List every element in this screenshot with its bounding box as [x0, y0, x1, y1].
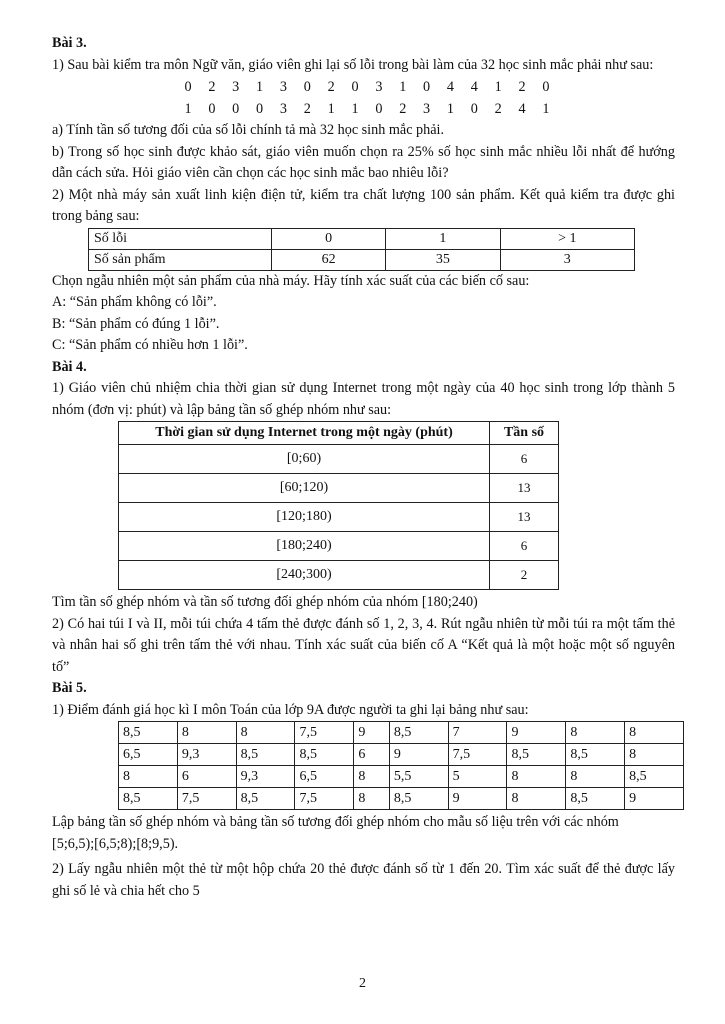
table-cell: [120;180)	[119, 503, 490, 532]
table-cell: 8,5	[236, 744, 295, 766]
bai3-question-b: b) Trong số học sinh được khảo sát, giáo viên muốn chọn ra 25% số học sinh mắc nhiều lỗi nhất để hướng dẫn cách sửa. Hỏi giáo viên cần chọn các học sinh mắc bao nhiêu lỗi?	[52, 143, 675, 181]
table-cell: 3	[500, 249, 634, 270]
internet-time-table	[118, 421, 559, 590]
sequence-value: 0	[542, 79, 550, 95]
table-row	[89, 249, 635, 270]
sequence-value: 1	[399, 79, 407, 95]
table-cell: 8,5	[295, 744, 354, 766]
table-cell: 8	[177, 722, 236, 744]
bai5-part2-text: 2) Lấy ngẫu nhiên một thẻ từ một hộp chứa 20 thẻ được đánh số từ 1 đến 20. Tìm xác suất để thẻ được lấy ghi số lẻ và chia hết cho 5	[52, 861, 675, 899]
table-header-row	[119, 422, 559, 445]
sequence-value: 2	[399, 101, 407, 117]
sequence-value: 1	[327, 101, 335, 117]
table-row	[119, 788, 684, 810]
sequence-value: 0	[303, 79, 311, 95]
table-cell: 6	[490, 532, 559, 561]
sequence-value: 3	[279, 101, 287, 117]
table-cell: 8	[507, 788, 566, 810]
table-cell: 0	[272, 228, 386, 249]
table-cell: 5,5	[389, 766, 448, 788]
table-cell: 9	[389, 744, 448, 766]
table-cell: 8	[354, 788, 390, 810]
table-cell: 9,3	[177, 744, 236, 766]
table-cell: 7,5	[295, 788, 354, 810]
event-c: C: “Sản phẩm có nhiều hơn 1 lỗi”.	[52, 337, 248, 353]
bai3-part2-question: Chọn ngẫu nhiên một sản phẩm của nhà máy. Hãy tính xác suất của các biến cố sau:	[52, 272, 530, 289]
table-cell: 8	[354, 766, 390, 788]
table-row	[89, 228, 635, 249]
table-cell: 2	[490, 561, 559, 590]
sequence-value: 1	[446, 101, 454, 117]
bai4-part1-text: 1) Giáo viên chủ nhiệm chia thời gian sử dụng Internet trong một ngày của 40 học sinh trong lớp thành 5 nhóm (đơn vị: phút) và lập bảng tần số ghép nhóm như sau:	[52, 380, 675, 418]
sequence-value: 1	[542, 101, 550, 117]
bai5-part1-text: 1) Điểm đánh giá học kì I môn Toán của lớp 9A được người ta ghi lại bảng như sau:	[52, 701, 529, 718]
sequence-value: 3	[232, 79, 240, 95]
sequence-value: 0	[208, 101, 216, 117]
table-cell: Số sản phẩm	[89, 249, 272, 270]
table-cell: 8	[236, 722, 295, 744]
table-cell: 9,3	[236, 766, 295, 788]
table-cell: [180;240)	[119, 532, 490, 561]
table-cell: 7,5	[177, 788, 236, 810]
sequence-value: 1	[184, 101, 192, 117]
bai3-question-a: a) Tính tần số tương đối của số lỗi chính tả mà 32 học sinh mắc phải.	[52, 122, 445, 138]
table-row	[119, 532, 559, 561]
errors-sequence-row-1	[182, 76, 552, 98]
table-cell: 8,5	[566, 744, 625, 766]
table-cell: 9	[507, 722, 566, 744]
bai4-part1-question: Tìm tần số ghép nhóm và tần số tương đối ghép nhóm của nhóm [180;240)	[52, 594, 478, 610]
sequence-value: 4	[446, 79, 454, 95]
table-cell: 8,5	[119, 788, 178, 810]
sequence-value: 2	[303, 101, 311, 117]
table-cell: 8,5	[507, 744, 566, 766]
table-row	[119, 474, 559, 503]
sequence-value: 2	[327, 79, 335, 95]
sequence-value: 0	[232, 101, 240, 117]
sequence-value: 3	[423, 101, 431, 117]
table-cell: 9	[354, 722, 390, 744]
table-cell: 62	[272, 249, 386, 270]
sequence-value: 0	[375, 101, 383, 117]
table-cell: 13	[490, 503, 559, 532]
table-cell: 8,5	[236, 788, 295, 810]
table-cell: 7,5	[295, 722, 354, 744]
table-cell: 6	[177, 766, 236, 788]
table-cell: 7,5	[448, 744, 507, 766]
table-cell: 7	[448, 722, 507, 744]
bai4-heading: Bài 4.	[52, 358, 87, 375]
table-cell: 8,5	[119, 722, 178, 744]
table-cell: 8	[566, 722, 625, 744]
sequence-value: 2	[518, 79, 526, 95]
bai3-heading: Bài 3.	[52, 35, 87, 51]
sequence-value: 1	[494, 79, 502, 95]
table-cell: 8	[507, 766, 566, 788]
sequence-value: 1	[256, 79, 264, 95]
sequence-value: 0	[256, 101, 264, 117]
sequence-value: 4	[518, 101, 526, 117]
defects-table	[88, 228, 635, 271]
table-cell: 13	[490, 474, 559, 503]
bai3-part2-text: 2) Một nhà máy sản xuất linh kiện điện tử, kiểm tra chất lượng 100 sản phẩm. Kết quả kiểm tra được ghi trong bảng sau:	[52, 186, 675, 224]
table-cell: 8	[119, 766, 178, 788]
math-scores-table	[118, 721, 684, 810]
bai4-part2-text: 2) Có hai túi I và II, mỗi túi chứa 4 tấm thẻ được đánh số 1, 2, 3, 4. Rút ngẫu nhiên từ mỗi túi ra một tấm thẻ và nhân hai số ghi trên tấm thẻ với nhau. Tính xác suất của biến cố A “Kết quả là một hoặc một số nguyên tố”	[52, 615, 675, 675]
errors-sequence-row-2	[182, 98, 552, 120]
table-cell: 9	[448, 788, 507, 810]
event-b: B: “Sản phẩm có đúng 1 lỗi”.	[52, 315, 220, 332]
table-row	[119, 766, 684, 788]
sequence-value: 4	[470, 79, 478, 95]
bai5-part1-question: Lập bảng tần số ghép nhóm và bảng tần số tương đối ghép nhóm cho mẫu số liệu trên với các nhóm	[52, 814, 619, 830]
sequence-value: 1	[351, 101, 359, 117]
table-header: Thời gian sử dụng Internet trong một ngày (phút)	[119, 422, 490, 445]
sequence-value: 2	[208, 79, 216, 95]
table-cell: 1	[386, 228, 500, 249]
table-cell: 6,5	[119, 744, 178, 766]
table-row	[119, 445, 559, 474]
table-cell: 8,5	[625, 766, 684, 788]
table-cell: 5	[448, 766, 507, 788]
table-cell: Số lỗi	[89, 228, 272, 249]
table-cell: 8	[625, 744, 684, 766]
table-row	[119, 744, 684, 766]
page-number: 2	[359, 976, 366, 991]
table-cell: 8,5	[389, 788, 448, 810]
sequence-value: 3	[375, 79, 383, 95]
table-row	[119, 722, 684, 744]
table-cell: [0;60)	[119, 445, 490, 474]
table-row	[119, 561, 559, 590]
table-header: Tần số	[490, 422, 559, 445]
sequence-value: 3	[279, 79, 287, 95]
event-a: A: “Sản phẩm không có lỗi”.	[52, 294, 217, 310]
table-cell: > 1	[500, 228, 634, 249]
bai3-part1-text: 1) Sau bài kiểm tra môn Ngữ văn, giáo viên ghi lại số lỗi trong bài làm của 32 học sinh mắc phải như sau:	[52, 56, 654, 73]
table-cell: 35	[386, 249, 500, 270]
table-cell: 8	[566, 766, 625, 788]
sequence-value: 0	[423, 79, 431, 95]
table-cell: 8,5	[566, 788, 625, 810]
table-cell: 6	[354, 744, 390, 766]
sequence-value: 0	[470, 101, 478, 117]
table-cell: 9	[625, 788, 684, 810]
table-cell: [240;300)	[119, 561, 490, 590]
table-cell: 6	[490, 445, 559, 474]
bai5-heading: Bài 5.	[52, 680, 87, 696]
table-row	[119, 503, 559, 532]
sequence-value: 0	[351, 79, 359, 95]
table-cell: 8	[625, 722, 684, 744]
table-cell: 6,5	[295, 766, 354, 788]
sequence-value: 2	[494, 101, 502, 117]
page-content	[52, 33, 675, 902]
table-cell: [60;120)	[119, 474, 490, 503]
bai5-groups: [5;6,5);[6,5;8);[8;9,5).	[52, 835, 179, 852]
sequence-value: 0	[184, 79, 192, 95]
table-cell: 8,5	[389, 722, 448, 744]
